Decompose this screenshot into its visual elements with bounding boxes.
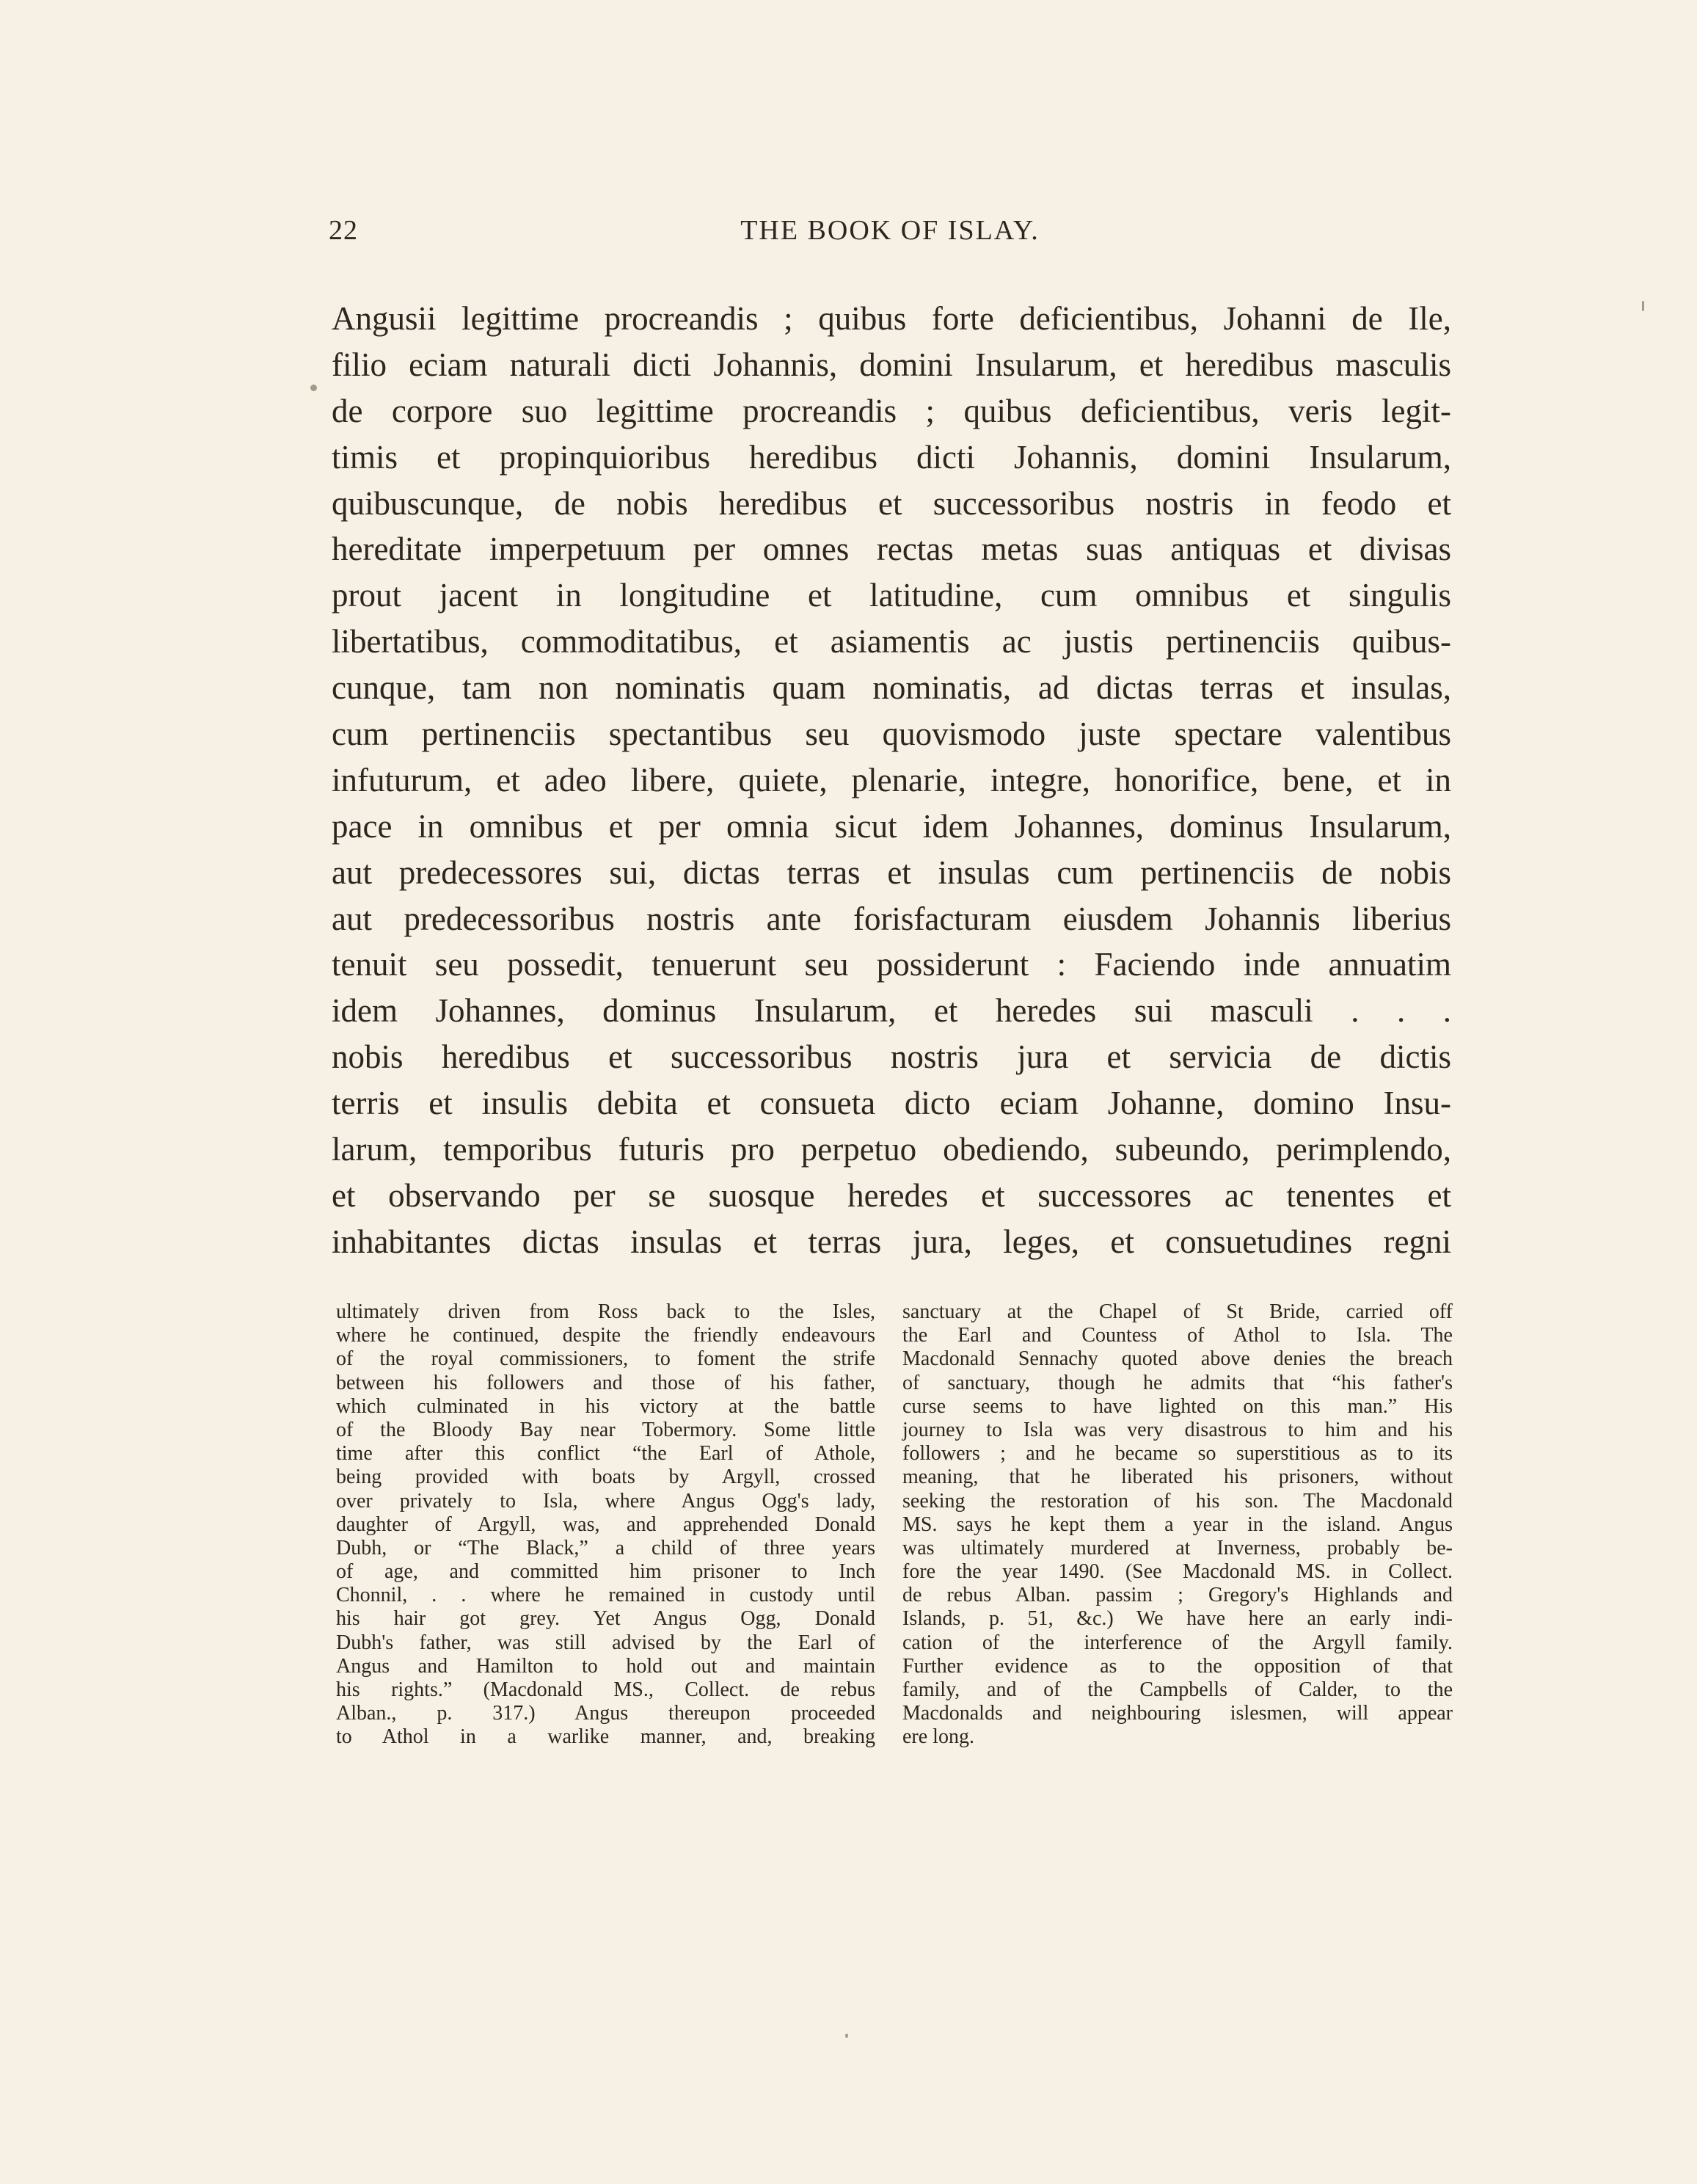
footnote-line: over privately to Isla, where Angus Ogg's lady, — [336, 1489, 875, 1513]
text-line: Angusii legittime procreandis ; quibus forte deficientibus, Johanni de Ile, — [332, 300, 1451, 337]
footnote-line: his hair got grey. Yet Angus Ogg, Donald — [336, 1607, 875, 1631]
footnote-line: to Athol in a warlike manner, and, breaking — [336, 1725, 875, 1749]
text-line: cunque, tam non nominatis quam nominatis, ad dictas terras et insulas, — [332, 669, 1451, 707]
paper-speck — [1642, 301, 1644, 311]
page-number: 22 — [329, 215, 358, 246]
text-line: idem Johannes, dominus Insularum, et heredes sui masculi . . . — [332, 992, 1451, 1030]
text-line: de corpore suo legittime procreandis ; quibus deficientibus, veris legit- — [332, 392, 1451, 429]
text-line: pace in omnibus et per omnia sicut idem Johannes, dominus Insularum, — [332, 807, 1451, 845]
footnote-line: journey to Isla was very disastrous to him and his — [902, 1418, 1453, 1441]
text-line: filio eciam naturali dicti Johannis, domini Insularum, et heredibus masculis — [332, 346, 1451, 383]
footnote-line: Angus and Hamilton to hold out and maintain — [336, 1654, 875, 1678]
text-line: prout jacent in longitudine et latitudine, cum omnibus et singulis — [332, 577, 1451, 614]
footnote-line: seeking the restoration of his son. The Macdonald — [902, 1489, 1453, 1513]
footnote-line: ere long. — [902, 1725, 974, 1749]
footnote-line: Macdonalds and neighbouring islesmen, will appear — [902, 1702, 1453, 1725]
footnote-line: curse seems to have lighted on this man.” His — [902, 1394, 1453, 1418]
text-line: libertatibus, commoditatibus, et asiamentis ac justis pertinenciis quibus- — [332, 623, 1451, 660]
text-line: quibuscunque, de nobis heredibus et successoribus nostris in feodo et — [332, 484, 1451, 522]
footnote-line: Dubh, or “The Black,” a child of three years — [336, 1536, 875, 1559]
footnote-line: daughter of Argyll, was, and apprehended Donald — [336, 1513, 875, 1536]
footnote-line: where he continued, despite the friendly endeavours — [336, 1324, 875, 1347]
text-line: aut predecessoribus nostris ante forisfacturam eiusdem Johannis liberius — [332, 900, 1451, 937]
footnote-line: of the Bloody Bay near Tobermory. Some little — [336, 1418, 875, 1441]
footnote-line: MS. says he kept them a year in the island. Angus — [902, 1513, 1453, 1536]
footnote-line: of sanctuary, though he admits that “his father's — [902, 1371, 1453, 1394]
footnote-line: followers ; and he became so superstitious as to its — [902, 1442, 1453, 1466]
footnote-line: Islands, p. 51, &c.) We have here an early indi- — [902, 1607, 1453, 1631]
footnote-line: Further evidence as to the opposition of that — [902, 1654, 1453, 1678]
footnote-line: between his followers and those of his father, — [336, 1371, 875, 1394]
footnote-line: family, and of the Campbells of Calder, to the — [902, 1678, 1453, 1701]
text-line: larum, temporibus futuris pro perpetuo obediendo, subeundo, perimplendo, — [332, 1131, 1451, 1168]
footnote-line: Macdonald Sennachy quoted above denies the breach — [902, 1347, 1453, 1371]
footnote-line: fore the year 1490. (See Macdonald MS. in Collect. — [902, 1560, 1453, 1584]
footnote-line: being provided with boats by Argyll, crossed — [336, 1466, 875, 1489]
footnote-line: de rebus Alban. passim ; Gregory's Highlands and — [902, 1584, 1453, 1607]
footnote-line: sanctuary at the Chapel of St Bride, carried off — [902, 1300, 1453, 1323]
footnote-line: time after this conflict “the Earl of Athole, — [336, 1442, 875, 1466]
text-line: tenuit seu possedit, tenuerunt seu possiderunt : Faciendo inde annuatim — [332, 946, 1451, 983]
running-head — [329, 214, 1451, 251]
footnote-line: meaning, that he liberated his prisoners, without — [902, 1466, 1453, 1489]
main-latin-text — [332, 296, 1451, 1265]
footnote-line: Alban., p. 317.) Angus thereupon proceeded — [336, 1702, 875, 1725]
footnote-line: which culminated in his victory at the battle — [336, 1394, 875, 1418]
footnote-line: was ultimately murdered at Inverness, probably be- — [902, 1536, 1453, 1559]
text-line: nobis heredibus et successoribus nostris jura et servicia de dictis — [332, 1038, 1451, 1076]
text-line: cum pertinenciis spectantibus seu quovismodo juste spectare valentibus — [332, 716, 1451, 753]
footnote-line: his rights.” (Macdonald MS., Collect. de rebus — [336, 1678, 875, 1701]
footnote-left-column — [336, 1300, 875, 1750]
footnote-line: Dubh's father, was still advised by the Earl of — [336, 1631, 875, 1654]
paper-speck — [845, 2034, 848, 2038]
book-title: THE BOOK OF ISLAY. — [740, 215, 1040, 246]
text-line: aut predecessores sui, dictas terras et insulas cum pertinenciis de nobis — [332, 853, 1451, 891]
footnote-line: of the royal commissioners, to foment the strife — [336, 1347, 875, 1371]
footnote-line: Chonnil, . . where he remained in custody until — [336, 1584, 875, 1607]
text-line: et observando per se suosque heredes et successores ac tenentes et — [332, 1176, 1451, 1214]
text-line: timis et propinquioribus heredibus dicti Johannis, domini Insularum, — [332, 438, 1451, 476]
text-line: inhabitantes dictas insulas et terras jura, leges, et consuetudines regni — [332, 1223, 1451, 1260]
footnote-line: ultimately driven from Ross back to the Isles, — [336, 1300, 875, 1323]
text-line: terris et insulis debita et consueta dicto eciam Johanne, domino Insu- — [332, 1085, 1451, 1122]
text-line: infuturum, et adeo libere, quiete, plenarie, integre, honorifice, bene, et in — [332, 761, 1451, 798]
text-line: hereditate imperpetuum per omnes rectas metas suas antiquas et divisas — [332, 531, 1451, 568]
footnote-line: of age, and committed him prisoner to Inch — [336, 1560, 875, 1584]
paper-speck — [310, 385, 317, 391]
footnote-line: the Earl and Countess of Athol to Isla. The — [902, 1324, 1453, 1347]
footnote-right-column — [902, 1300, 1453, 1750]
footnote-line: cation of the interference of the Argyll family. — [902, 1631, 1453, 1654]
